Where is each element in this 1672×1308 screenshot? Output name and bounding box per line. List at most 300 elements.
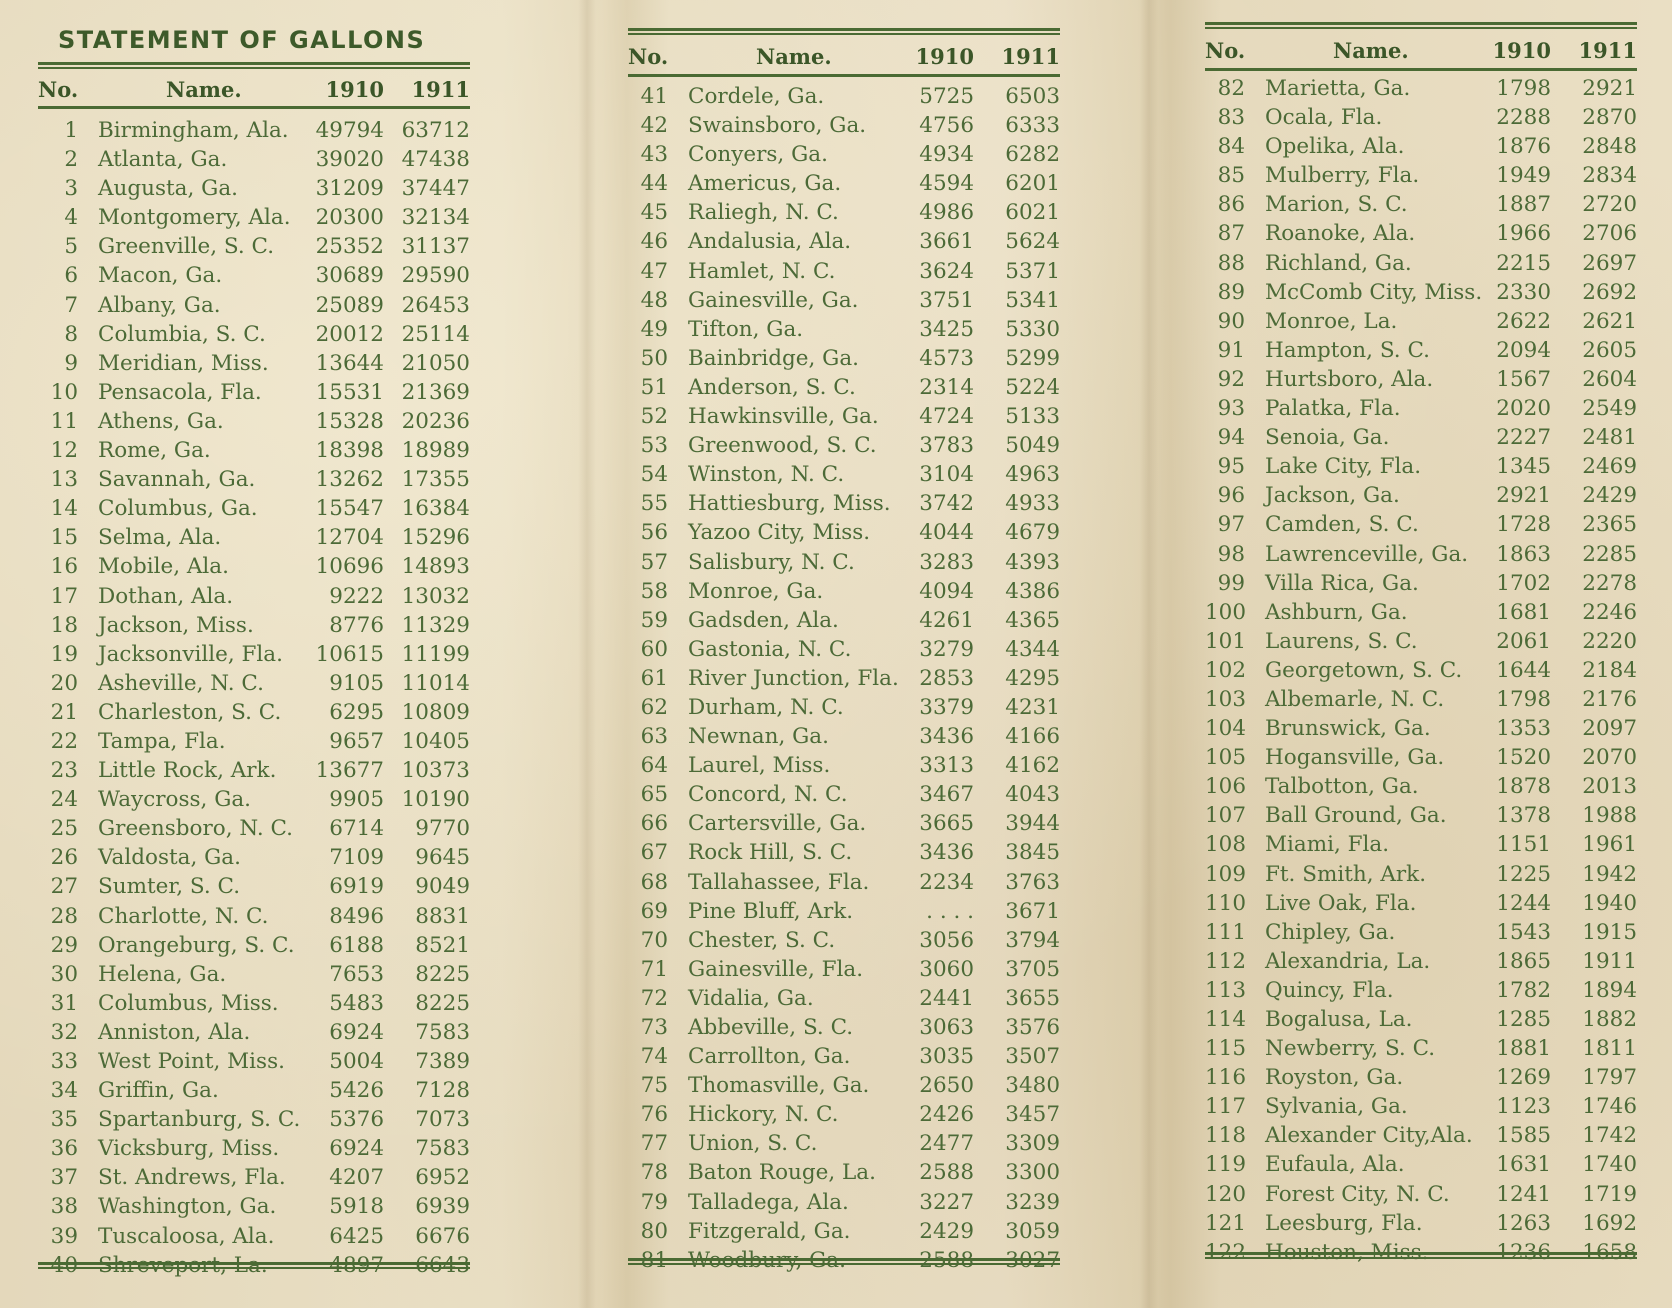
table-row	[628, 1217, 1060, 1246]
gallons-1911: 2469	[1582, 454, 1637, 480]
gallons-1911: 3507	[1005, 1044, 1060, 1070]
gallons-1911: 1915	[1582, 919, 1637, 945]
table-row	[628, 868, 1060, 897]
table-row	[628, 257, 1060, 286]
table-row	[1205, 1063, 1637, 1092]
city-name: Greensboro, N. C.	[98, 816, 294, 842]
table-row	[38, 494, 470, 523]
row-number: 45	[640, 200, 668, 226]
table-body	[1205, 74, 1637, 1267]
table-row	[38, 320, 470, 349]
table-row	[38, 349, 470, 378]
city-name: Jackson, Miss.	[98, 612, 254, 638]
row-number: 116	[1205, 1065, 1247, 1091]
gallons-1910: 12704	[315, 525, 384, 551]
gallons-1911: 7128	[415, 1078, 470, 1104]
gallons-1910: 2441	[919, 985, 974, 1011]
row-number: 89	[1217, 279, 1245, 305]
gallons-1911: 6282	[1005, 142, 1060, 168]
gallons-1910: 13262	[315, 467, 384, 493]
city-name: Charleston, S. C.	[98, 699, 282, 725]
city-name: Chipley, Ga.	[1265, 919, 1396, 945]
gallons-1910: 4207	[329, 1165, 384, 1191]
header-bottom-rule	[1205, 68, 1637, 71]
city-name: St. Andrews, Fla.	[98, 1165, 286, 1191]
row-number: 3	[64, 176, 78, 202]
row-number: 76	[640, 1102, 668, 1128]
city-name: Houston, Miss.	[1265, 1239, 1429, 1265]
row-number: 92	[1217, 366, 1245, 392]
row-number: 80	[640, 1218, 668, 1244]
city-name: Tifton, Ga.	[688, 316, 804, 342]
row-number: 28	[50, 903, 78, 929]
table-bottom-rule	[1205, 1252, 1637, 1259]
gallons-1910: 4724	[919, 404, 974, 430]
table-row	[38, 669, 470, 698]
table-row	[1205, 540, 1637, 569]
row-number: 87	[1217, 221, 1245, 247]
table-row	[38, 1076, 470, 1105]
gallons-1910: 6924	[329, 1136, 384, 1162]
gallons-1910: 3751	[919, 287, 974, 313]
row-number: 43	[640, 142, 668, 168]
gallons-1910: 15531	[315, 379, 384, 405]
gallons-1910: 3104	[919, 462, 974, 488]
gallons-1910: 1151	[1496, 832, 1551, 858]
row-number: 107	[1205, 803, 1247, 829]
table-row	[1205, 569, 1637, 598]
city-name: Newnan, Ga.	[688, 724, 829, 750]
gallons-1911: 3239	[1005, 1189, 1060, 1215]
row-number: 97	[1217, 512, 1245, 538]
table-row	[38, 465, 470, 494]
gallons-1911: 1961	[1582, 832, 1637, 858]
city-name: Albemarle, N. C.	[1265, 686, 1445, 712]
gallons-1910: 2622	[1496, 308, 1551, 334]
gallons-1911: 5371	[1005, 258, 1060, 284]
gallons-1910: 4756	[919, 113, 974, 139]
row-number: 81	[640, 1247, 668, 1273]
row-number: 72	[640, 985, 668, 1011]
gallons-1911: 3655	[1005, 985, 1060, 1011]
table-row	[628, 1013, 1060, 1042]
gallons-1910: 4934	[919, 142, 974, 168]
gallons-1910: 1567	[1496, 366, 1551, 392]
city-name: Albany, Ga.	[98, 292, 221, 318]
header-top-rule	[38, 62, 470, 69]
row-number: 8	[64, 321, 78, 347]
gallons-1910: 3467	[919, 782, 974, 808]
gallons-1910: 1353	[1496, 716, 1551, 742]
gallons-1910: 1345	[1496, 454, 1551, 480]
row-number: 117	[1205, 1094, 1247, 1120]
row-number: 84	[1217, 134, 1245, 160]
city-name: Waycross, Ga.	[98, 787, 252, 813]
table-row	[1205, 1209, 1637, 1238]
gallons-1910: 13644	[315, 350, 384, 376]
gallons-1910: . . . .	[926, 898, 974, 924]
gallons-1911: 3457	[1005, 1102, 1060, 1128]
gallons-1911: 5330	[1005, 316, 1060, 342]
row-number: 10	[50, 379, 78, 405]
table-row	[628, 344, 1060, 373]
city-name: Laurens, S. C.	[1265, 628, 1418, 654]
city-name: Bainbridge, Ga.	[688, 345, 860, 371]
gallons-1911: 1911	[1582, 948, 1637, 974]
gallons-1910: 3313	[919, 753, 974, 779]
gallons-1910: 8776	[329, 612, 384, 638]
city-name: Hogansville, Ga.	[1265, 745, 1445, 771]
gallons-1910: 2288	[1496, 105, 1551, 131]
row-number: 6	[64, 263, 78, 289]
gallons-1911: 3705	[1005, 956, 1060, 982]
column-header-1911: 1911	[1001, 44, 1060, 69]
city-name: Royston, Ga.	[1265, 1065, 1404, 1091]
gallons-1911: 3480	[1005, 1073, 1060, 1099]
gallons-1911: 2706	[1582, 221, 1637, 247]
gallons-1911: 4162	[1005, 753, 1060, 779]
gallons-1911: 6643	[415, 1252, 470, 1278]
row-number: 113	[1205, 977, 1247, 1003]
gallons-1911: 47438	[401, 147, 470, 173]
gallons-1911: 2697	[1582, 250, 1637, 276]
table-row	[628, 606, 1060, 635]
gallons-1911: 2604	[1582, 366, 1637, 392]
table-row	[628, 82, 1060, 111]
city-name: Columbus, Miss.	[98, 990, 279, 1016]
city-name: Camden, S. C.	[1265, 512, 1419, 538]
header-bottom-rule	[38, 106, 470, 109]
table-row	[38, 989, 470, 1018]
city-name: Dothan, Ala.	[98, 583, 234, 609]
gallons-1910: 1887	[1496, 192, 1551, 218]
gallons-1910: 1863	[1496, 541, 1551, 567]
city-name: Birmingham, Ala.	[98, 118, 289, 143]
gallons-1911: 13032	[401, 583, 470, 609]
table-row	[1205, 365, 1637, 394]
gallons-1911: 1740	[1582, 1152, 1637, 1178]
city-name: Asheville, N. C.	[98, 670, 264, 696]
city-name: Union, S. C.	[688, 1131, 818, 1157]
gallons-1911: 5624	[1005, 229, 1060, 255]
gallons-1911: 8521	[415, 932, 470, 958]
city-name: Pine Bluff, Ark.	[688, 898, 854, 924]
city-name: Vidalia, Ga.	[688, 985, 814, 1011]
city-name: Hurtsboro, Ala.	[1265, 366, 1434, 392]
gallons-1911: 10405	[401, 728, 470, 754]
row-number: 49	[640, 316, 668, 342]
gallons-1910: 4897	[329, 1252, 384, 1278]
gallons-1911: 18989	[401, 438, 470, 464]
city-name: Greenwood, S. C.	[688, 433, 877, 459]
table-row	[38, 145, 470, 174]
city-name: Baton Rouge, La.	[688, 1160, 876, 1186]
row-number: 62	[640, 694, 668, 720]
gallons-1910: 4986	[919, 200, 974, 226]
gallons-1910: 6924	[329, 1019, 384, 1045]
table-row	[1205, 190, 1637, 219]
gallons-1911: 4231	[1005, 694, 1060, 720]
gallons-1911: 2246	[1582, 599, 1637, 625]
table-body	[628, 82, 1060, 1275]
table-row	[1205, 74, 1637, 103]
gallons-1910: 1236	[1496, 1239, 1551, 1265]
column-header-1911: 1911	[1578, 38, 1637, 63]
table-row	[628, 1129, 1060, 1158]
gallons-1910: 6188	[329, 932, 384, 958]
table-row	[38, 756, 470, 785]
table-row	[38, 960, 470, 989]
gallons-1911: 2848	[1582, 134, 1637, 160]
city-name: Georgetown, S. C.	[1265, 657, 1463, 683]
table-row	[628, 227, 1060, 256]
table-row	[1205, 743, 1637, 772]
gallons-1910: 1269	[1496, 1065, 1551, 1091]
gallons-1910: 15547	[315, 496, 384, 522]
gallons-1910: 3436	[919, 840, 974, 866]
gallons-1911: 1742	[1582, 1123, 1637, 1149]
gallons-1910: 3279	[919, 636, 974, 662]
gallons-1910: 1878	[1496, 774, 1551, 800]
gallons-1910: 7109	[329, 845, 384, 871]
gallons-1911: 16384	[401, 496, 470, 522]
gallons-1911: 1988	[1582, 803, 1637, 829]
row-number: 18	[50, 612, 78, 638]
city-name: Jackson, Ga.	[1265, 483, 1400, 509]
gallons-1910: 3379	[919, 694, 974, 720]
gallons-1911: 4166	[1005, 724, 1060, 750]
gallons-1910: 4044	[919, 520, 974, 546]
gallons-1911: 9049	[415, 874, 470, 900]
row-number: 106	[1205, 774, 1247, 800]
row-number: 82	[1217, 76, 1245, 101]
gallons-1911: 6939	[415, 1194, 470, 1220]
row-number: 119	[1205, 1152, 1247, 1178]
table-row	[628, 780, 1060, 809]
gallons-1911: 31137	[401, 234, 470, 260]
row-number: 50	[640, 345, 668, 371]
gallons-1911: 4295	[1005, 665, 1060, 691]
row-number: 42	[640, 113, 668, 139]
column-header-no: No.	[38, 77, 79, 102]
gallons-1911: 1746	[1582, 1094, 1637, 1120]
gallons-1911: 2220	[1582, 628, 1637, 654]
table-row	[1205, 627, 1637, 656]
row-number: 118	[1205, 1123, 1247, 1149]
gallons-1910: 9657	[329, 728, 384, 754]
column-header-name: Name.	[1333, 38, 1409, 63]
city-name: Senoia, Ga.	[1265, 425, 1390, 451]
gallons-1911: 3944	[1005, 811, 1060, 837]
city-name: Conyers, Ga.	[688, 142, 828, 168]
gallons-1910: 1702	[1496, 570, 1551, 596]
row-number: 99	[1217, 570, 1245, 596]
gallons-1911: 11199	[401, 641, 470, 667]
city-name: Laurel, Miss.	[688, 753, 831, 779]
table-row	[628, 926, 1060, 955]
gallons-1911: 21369	[401, 379, 470, 405]
row-number: 7	[64, 292, 78, 318]
city-name: Spartanburg, S. C.	[98, 1107, 301, 1133]
gallons-1910: 1881	[1496, 1036, 1551, 1062]
row-number: 26	[50, 845, 78, 871]
table-row	[38, 814, 470, 843]
table-row	[628, 1100, 1060, 1129]
gallons-1910: 1225	[1496, 861, 1551, 887]
gallons-1910: 2061	[1496, 628, 1551, 654]
gallons-1910: 1865	[1496, 948, 1551, 974]
city-name: Cordele, Ga.	[688, 84, 825, 109]
row-number: 115	[1205, 1036, 1247, 1062]
table-row	[628, 897, 1060, 926]
table-row	[38, 552, 470, 581]
gallons-1910: 1244	[1496, 890, 1551, 916]
gallons-1911: 4365	[1005, 607, 1060, 633]
gallons-1910: 2921	[1496, 483, 1551, 509]
document-title: STATEMENT OF GALLONS	[58, 26, 426, 54]
gallons-1910: 20012	[315, 321, 384, 347]
city-name: Sylvania, Ga.	[1265, 1094, 1408, 1120]
gallons-1911: 8225	[415, 961, 470, 987]
city-name: Thomasville, Ga.	[688, 1073, 870, 1099]
gallons-1911: 6333	[1005, 113, 1060, 139]
table-row	[38, 902, 470, 931]
city-name: Sumter, S. C.	[98, 874, 241, 900]
gallons-1911: 2720	[1582, 192, 1637, 218]
gallons-1910: 4261	[919, 607, 974, 633]
city-name: Greenville, S. C.	[98, 234, 275, 260]
row-number: 105	[1205, 745, 1247, 771]
city-name: Rock Hill, S. C.	[688, 840, 853, 866]
table-row	[1205, 307, 1637, 336]
gallons-1910: 6425	[329, 1223, 384, 1249]
city-name: Augusta, Ga.	[98, 176, 238, 202]
city-name: Alexandria, La.	[1265, 948, 1431, 974]
gallons-1910: 2227	[1496, 425, 1551, 451]
gallons-1911: 7389	[415, 1049, 470, 1074]
row-number: 74	[640, 1044, 668, 1070]
table-row	[38, 1222, 470, 1251]
gallons-1911: 1940	[1582, 890, 1637, 916]
row-number: 65	[640, 782, 668, 808]
table-row	[38, 1018, 470, 1047]
gallons-1911: 2921	[1582, 76, 1637, 101]
gallons-1910: 10615	[315, 641, 384, 667]
row-number: 108	[1205, 832, 1247, 858]
gallons-1911: 5341	[1005, 287, 1060, 313]
gallons-1911: 29590	[401, 263, 470, 289]
table-row	[38, 698, 470, 727]
row-number: 68	[640, 869, 668, 895]
row-number: 120	[1205, 1181, 1247, 1207]
city-name: Columbus, Ga.	[98, 496, 258, 522]
row-number: 66	[640, 811, 668, 837]
gallons-1910: 1631	[1496, 1152, 1551, 1178]
row-number: 47	[640, 258, 668, 284]
city-name: Orangeburg, S. C.	[98, 932, 295, 958]
row-number: 79	[640, 1189, 668, 1215]
gallons-1911: 4933	[1005, 491, 1060, 517]
gallons-1910: 2429	[919, 1218, 974, 1244]
gallons-1911: 15296	[401, 525, 470, 551]
row-number: 54	[640, 462, 668, 488]
gallons-1910: 3063	[919, 1015, 974, 1040]
city-name: Jacksonville, Fla.	[98, 641, 283, 667]
row-number: 93	[1217, 396, 1245, 422]
row-number: 46	[640, 229, 668, 255]
row-number: 122	[1205, 1239, 1247, 1265]
gallons-1911: 4344	[1005, 636, 1060, 662]
row-number: 35	[50, 1107, 78, 1133]
row-number: 22	[50, 728, 78, 754]
gallons-1910: 18398	[315, 438, 384, 464]
row-number: 41	[640, 84, 668, 109]
table-row	[628, 460, 1060, 489]
table-row	[1205, 510, 1637, 539]
row-number: 14	[50, 496, 78, 522]
table-row	[628, 693, 1060, 722]
row-number: 20	[50, 670, 78, 696]
gallons-1910: 4594	[919, 171, 974, 197]
gallons-1911: 1942	[1582, 861, 1637, 887]
row-number: 32	[50, 1019, 78, 1045]
table-row	[1205, 860, 1637, 889]
gallons-1911: 11014	[401, 670, 470, 696]
table-row	[38, 931, 470, 960]
table-row	[38, 232, 470, 261]
city-name: Raliegh, N. C.	[688, 200, 839, 226]
row-number: 94	[1217, 425, 1245, 451]
table-row	[38, 640, 470, 669]
city-name: Talladega, Ala.	[688, 1189, 849, 1215]
table-row	[1205, 278, 1637, 307]
row-number: 55	[640, 491, 668, 517]
table-row	[38, 872, 470, 901]
gallons-1911: 2285	[1582, 541, 1637, 567]
city-name: Fitzgerald, Ga.	[688, 1218, 851, 1244]
gallons-1910: 2477	[919, 1131, 974, 1157]
row-number: 2	[64, 147, 78, 173]
table-row	[1205, 772, 1637, 801]
table-row	[628, 1042, 1060, 1071]
table-row	[38, 523, 470, 552]
row-number: 102	[1205, 657, 1247, 683]
table-row	[1205, 1005, 1637, 1034]
gallons-1911: 4386	[1005, 578, 1060, 604]
table-row	[1205, 219, 1637, 248]
row-number: 44	[640, 171, 668, 197]
row-number: 88	[1217, 250, 1245, 276]
row-number: 5	[64, 234, 78, 260]
table-row	[628, 402, 1060, 431]
gallons-1910: 2588	[919, 1160, 974, 1186]
table-header	[1205, 38, 1637, 66]
table-row	[38, 116, 470, 145]
row-number: 51	[640, 374, 668, 400]
gallons-1910: 25352	[315, 234, 384, 260]
gallons-1910: 1585	[1496, 1123, 1551, 1149]
gallons-1910: 1378	[1496, 803, 1551, 829]
gallons-1910: 1520	[1496, 745, 1551, 771]
row-number: 90	[1217, 308, 1245, 334]
row-number: 86	[1217, 192, 1245, 218]
gallons-1910: 2020	[1496, 396, 1551, 422]
gallons-1910: 6919	[329, 874, 384, 900]
row-number: 114	[1205, 1007, 1247, 1032]
city-name: Selma, Ala.	[98, 525, 222, 551]
city-name: Mulberry, Fla.	[1265, 163, 1420, 189]
gallons-1910: 4573	[919, 345, 974, 371]
